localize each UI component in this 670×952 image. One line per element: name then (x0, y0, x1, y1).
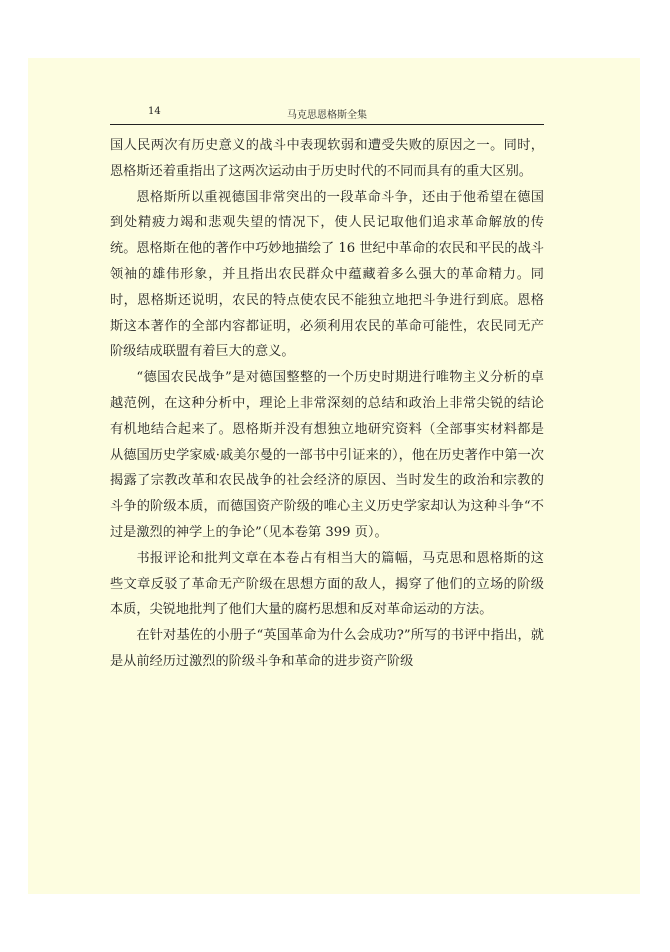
paragraph-1: 国人民两次有历史意义的战斗中表现软弱和遭受失败的原因之一。同时，恩格斯还着重指出了这两次运动由于历史时代的不同而具有的重大区别。 (110, 138, 544, 179)
page-header (110, 104, 544, 125)
running-title: 马克思恩格斯全集 (287, 110, 367, 121)
page-number: 14 (148, 106, 161, 117)
body-text (110, 133, 544, 675)
paragraph-2: 恩格斯所以重视德国非常突出的一段革命斗争，还由于他希望在德国到处精疲力竭和悲观失望的情况下，使人民记取他们追求革命解放的传统。恩格斯在他的著作中巧妙地描绘了 16 世纪中革命的农民和平民的战斗领袖的雄伟形象，并且指出农民群众中蕴藏着多么强大的革命精力。同时，恩格斯还说明，农民的特点使农民不能独立地把斗争进行到底。恩格斯这本著作的全部内容都证明，必须利用农民的革命可能性，农民同无产阶级结成联盟有着巨大的意义。 (110, 189, 544, 360)
paragraph-4: 书报评论和批判文章在本卷占有相当大的篇幅，马克思和恩格斯的这些文章反驳了革命无产阶级在思想方面的敌人，揭穿了他们的立场的阶级本质，尖锐地批判了他们大量的腐朽思想和反对革命运动的方法。 (110, 550, 544, 618)
paragraph-3: “德国农民战争”是对德国整整的一个历史时期进行唯物主义分析的卓越范例，在这种分析中，理论上非常深刻的总结和政治上非常尖锐的结论有机地结合起来了。恩格斯并没有想独立地研究资料（全部事实材料都是从德国历史学家威·戚美尔曼的一部书中引证来的），他在历史著作中第一次揭露了宗教改革和农民战争的社会经济的原因、当时发生的政治和宗教的斗争的阶级本质，而德国资产阶级的唯心主义历史学家却认为这种斗争“不过是激烈的神学上的争论”（见本卷第 399 页）。 (110, 370, 544, 540)
paragraph-5: 在针对基佐的小册子“英国革命为什么会成功?”所写的书评中指出，就是从前经历过激烈的阶级斗争和革命的进步资产阶级 (110, 628, 544, 669)
